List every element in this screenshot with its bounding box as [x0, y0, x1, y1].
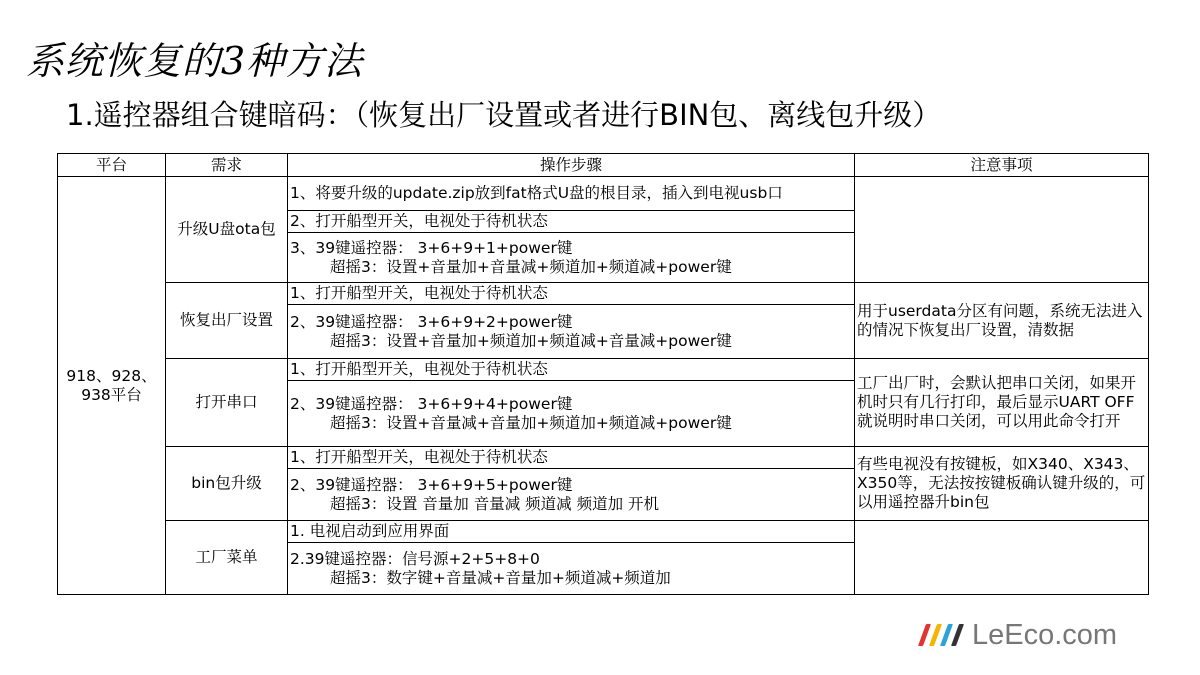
need-factory-reset: 恢复出厂设置	[166, 283, 288, 359]
step-cell: 1、打开船型开关，电视处于待机状态	[288, 359, 855, 381]
note-open-serial: 工厂出厂时，会默认把串口关闭，如果开机时只有几行打印，最后显示UART OFF就说明时串口关闭，可以用此命令打开	[855, 359, 1149, 447]
logo-text: LeEco.com	[972, 618, 1118, 651]
table-row	[58, 447, 1149, 469]
step-cell: 1、打开船型开关，电视处于待机状态	[288, 283, 855, 305]
table-row	[58, 283, 1149, 305]
step-line: 2、39键遥控器： 3+6+9+4+power键	[290, 394, 573, 413]
step-line: 2、39键遥控器： 3+6+9+2+power键	[290, 312, 573, 331]
need-factory-menu: 工厂菜单	[166, 521, 288, 595]
recovery-methods-table	[57, 153, 1149, 595]
logo-stripes-icon	[922, 624, 960, 646]
step-line: 超摇3：设置 音量加 音量减 频道减 频道加 开机	[330, 494, 659, 513]
slide-title: 系统恢复的3种方法	[26, 39, 364, 83]
leeco-logo	[922, 615, 1117, 655]
step-line: 超摇3：设置+音量加+频道加+频道减+音量减+power键	[330, 331, 732, 350]
step-line: 超摇3：设置+音量加+音量减+频道加+频道减+power键	[330, 257, 732, 276]
table-row	[58, 359, 1149, 381]
step-cell: 1、将要升级的update.zip放到fat格式U盘的根目录，插入到电视usb口	[288, 177, 855, 211]
step-line: 超摇3：设置+音量减+音量加+频道加+频道减+power键	[330, 413, 732, 432]
step-line: 2.39键遥控器：信号源+2+5+8+0	[290, 549, 540, 568]
header-notes: 注意事项	[855, 154, 1149, 177]
need-bin-upgrade: bin包升级	[166, 447, 288, 521]
platform-cell: 918、928、938平台	[58, 177, 166, 595]
step-cell	[288, 305, 855, 359]
need-ota-upgrade: 升级U盘ota包	[166, 177, 288, 283]
table-row	[58, 521, 1149, 543]
note-bin-upgrade: 有些电视没有按键板，如X340、X343、X350等，无法按按键板确认键升级的，可以用遥控器升bin包	[855, 447, 1149, 521]
header-steps: 操作步骤	[288, 154, 855, 177]
header-platform: 平台	[58, 154, 166, 177]
step-line: 超摇3：数字键+音量减+音量加+频道减+频道加	[330, 568, 671, 587]
slide-subtitle: 1.遥控器组合键暗码：（恢复出厂设置或者进行BIN包、离线包升级）	[66, 98, 942, 132]
logo-stripe	[951, 624, 964, 646]
step-cell	[288, 469, 855, 521]
step-cell: 2、打开船型开关，电视处于待机状态	[288, 211, 855, 233]
step-line: 2、39键遥控器： 3+6+9+5+power键	[290, 475, 573, 494]
table-row	[58, 177, 1149, 211]
step-line: 3、39键遥控器： 3+6+9+1+power键	[290, 238, 573, 257]
header-need: 需求	[166, 154, 288, 177]
note-factory-reset: 用于userdata分区有问题，系统无法进入的情况下恢复出厂设置，清数据	[855, 283, 1149, 359]
step-cell: 1、打开船型开关，电视处于待机状态	[288, 447, 855, 469]
step-cell: 1. 电视启动到应用界面	[288, 521, 855, 543]
need-open-serial: 打开串口	[166, 359, 288, 447]
step-cell	[288, 543, 855, 595]
note-factory-menu	[855, 521, 1149, 595]
note-ota-upgrade	[855, 177, 1149, 283]
step-cell	[288, 233, 855, 283]
step-cell	[288, 381, 855, 447]
table-header-row	[58, 154, 1149, 177]
